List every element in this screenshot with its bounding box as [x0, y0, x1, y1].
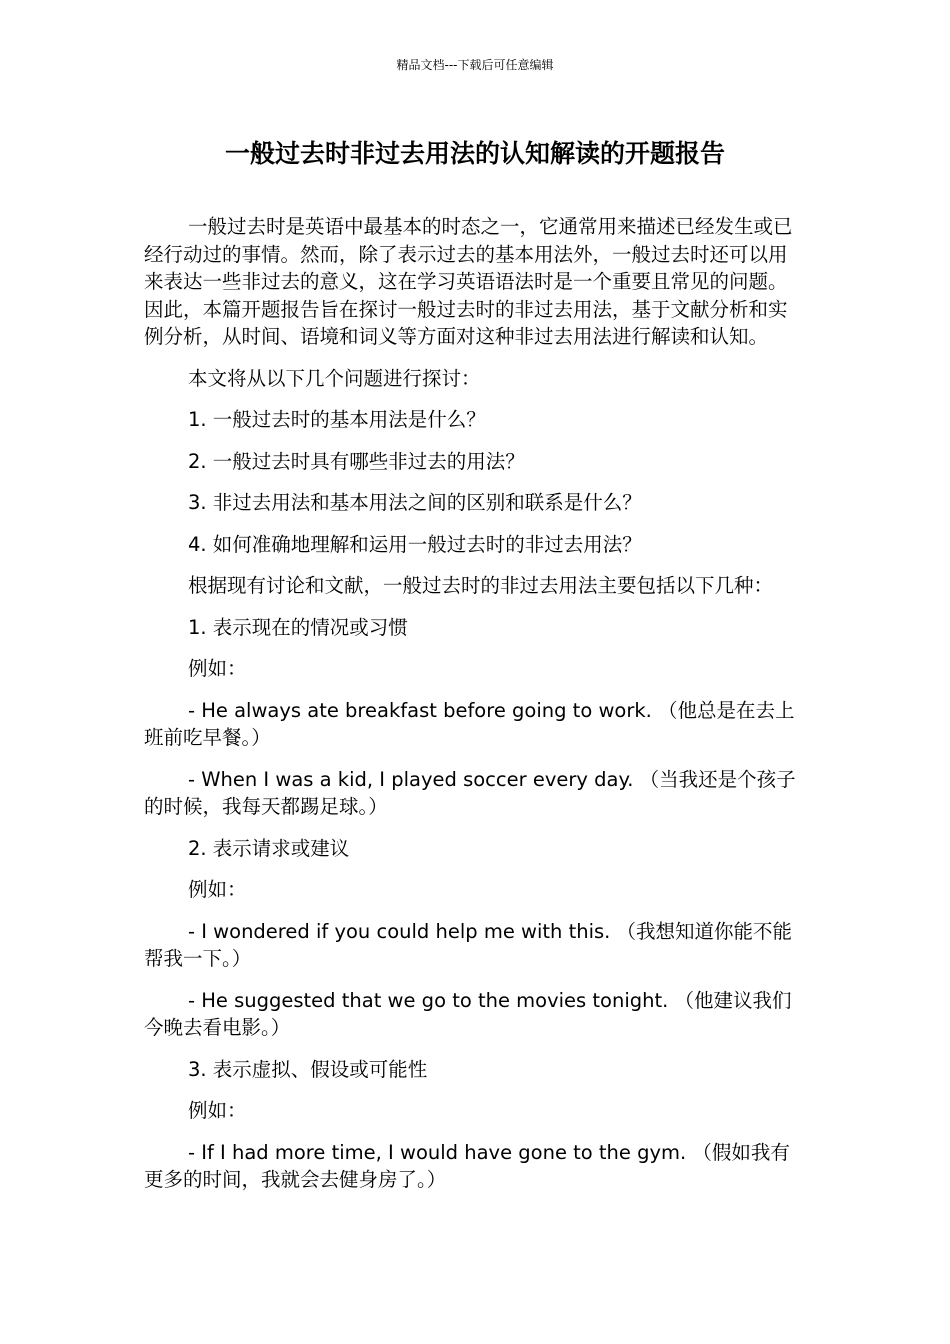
- usage-heading: 1. 表示现在的情况或习惯: [188, 615, 408, 639]
- example-sentence: - He suggested that we go to the movies tonight. （他建议我们今晚去看电影。）: [144, 988, 792, 1039]
- document-title: 一般过去时非过去用法的认知解读的开题报告: [224, 139, 725, 168]
- example-label: 例如：: [188, 657, 247, 680]
- header-note: 精品文档---下载后可任意编辑: [396, 58, 554, 72]
- usage-heading: 3. 表示虚拟、假设或可能性: [188, 1057, 428, 1081]
- example-sentence: - He always ate breakfast before going to work. （他总是在去上班前吃早餐。）: [144, 698, 795, 749]
- question-item: 4. 如何准确地理解和运用一般过去时的非过去用法？: [188, 532, 642, 556]
- question-item: 1. 一般过去时的基本用法是什么？: [188, 408, 486, 431]
- document-body: [144, 213, 804, 1208]
- example-sentence: - When I was a kid, I played soccer every day. （当我还是个孩子的时候，我每天都踢足球。）: [144, 767, 796, 818]
- example-sentence: - If I had more time, I would have gone to the gym. （假如我有更多的时间，我就会去健身房了。）: [144, 1140, 790, 1191]
- usage-heading: 2. 表示请求或建议: [188, 836, 350, 860]
- usages-intro: 根据现有讨论和文献，一般过去时的非过去用法主要包括以下几种：: [188, 574, 774, 597]
- example-label: 例如：: [188, 1099, 247, 1122]
- example-label: 例如：: [188, 878, 247, 901]
- questions-intro: 本文将从以下几个问题进行探讨：: [188, 366, 481, 390]
- question-item: 2. 一般过去时具有哪些非过去的用法？: [188, 449, 525, 473]
- intro-paragraph: 一般过去时是英语中最基本的时态之一，它通常用来描述已经发生或已经行动过的事情。然而，除了表示过去的基本用法外，一般过去时还可以用来表达一些非过去的意义，这在学习英语语法时是一个重要且常见的问题。因此，本篇开题报告旨在探讨一般过去时的非过去用法，基于文献分析和实例分析，从时间、语境和词义等方面对这种非过去用法进行解读和认知。: [144, 215, 793, 348]
- example-sentence: - I wondered if you could help me with this. （我想知道你能不能帮我一下。）: [144, 919, 793, 970]
- question-item: 3. 非过去用法和基本用法之间的区别和联系是什么？: [188, 491, 642, 514]
